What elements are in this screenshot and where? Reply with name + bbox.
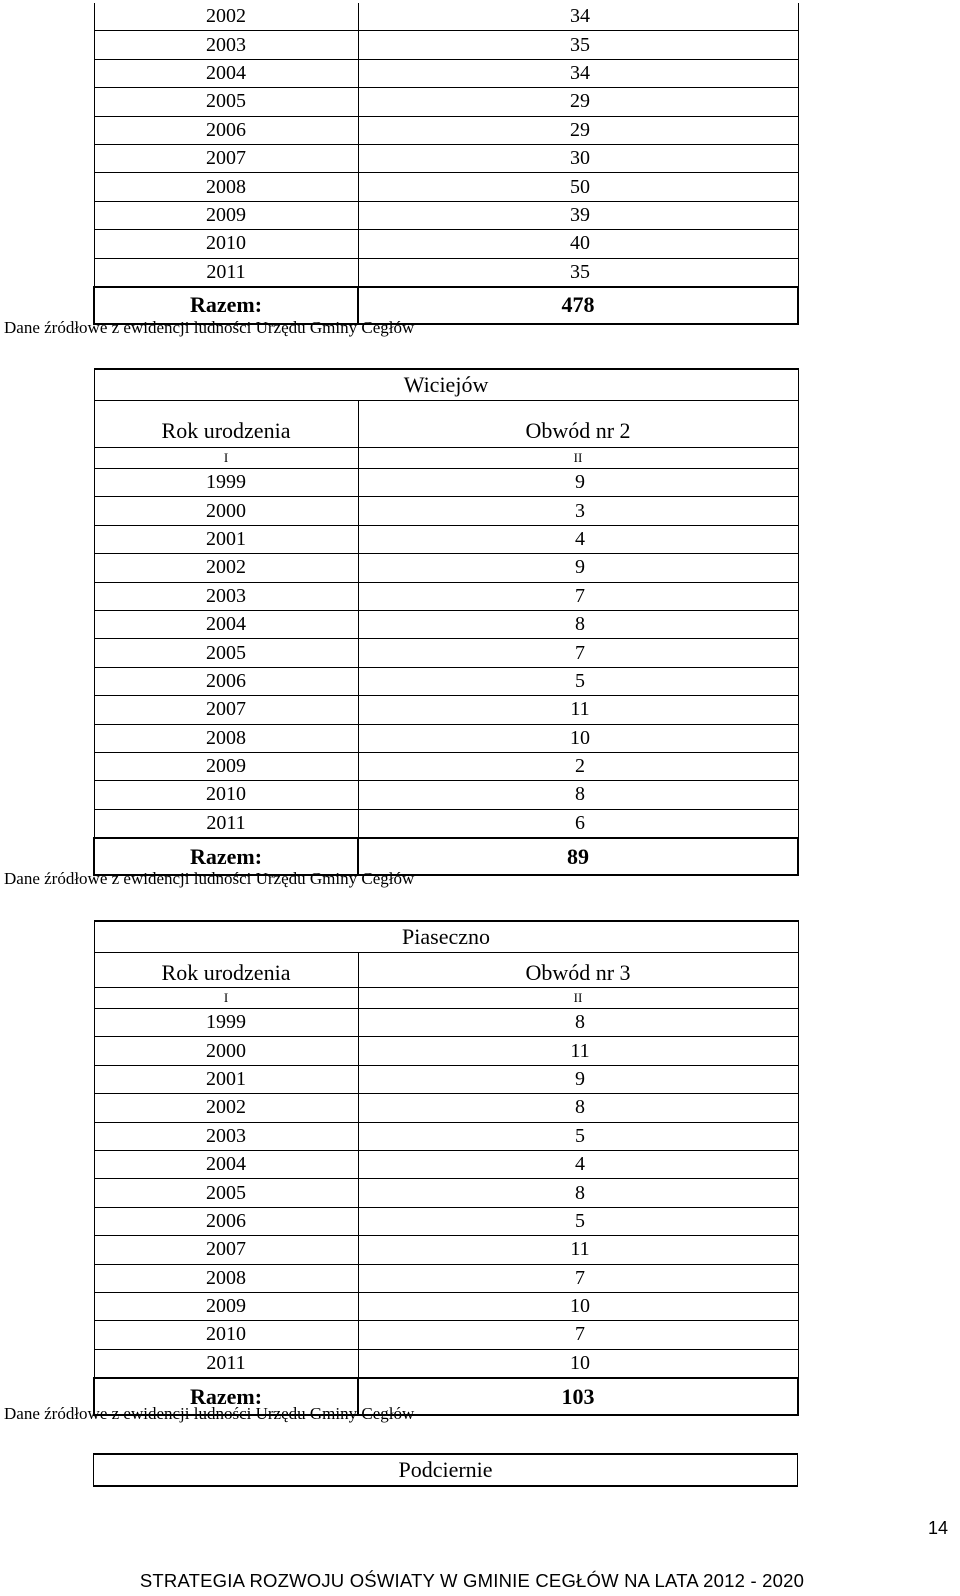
table-row [94, 610, 798, 638]
birth-year-cell: 2010 [94, 781, 358, 809]
count-cell: 10 [358, 1292, 798, 1320]
table-2-title: Wiciejów [94, 369, 798, 401]
table-1 [93, 3, 799, 325]
table-row [94, 258, 798, 287]
birth-year-cell: 2004 [94, 610, 358, 638]
page-number: 14 [927, 1518, 948, 1538]
count-cell: 30 [358, 144, 798, 172]
table-row [94, 1207, 798, 1235]
count-cell: 34 [358, 59, 798, 87]
birth-year-cell: 2003 [94, 1122, 358, 1150]
table-3 [93, 920, 799, 1416]
count-cell: 9 [358, 469, 798, 497]
col-header-district: Obwód nr 2 [358, 401, 798, 448]
table-row [94, 1292, 798, 1320]
birth-year-cell: 2003 [94, 582, 358, 610]
birth-year-cell: 2010 [94, 230, 358, 258]
table-4 [93, 1453, 798, 1487]
birth-year-cell: 2001 [94, 525, 358, 553]
total-value: 103 [358, 1378, 798, 1415]
table-row [94, 1264, 798, 1292]
count-cell: 11 [358, 696, 798, 724]
col-number-1: I [94, 448, 358, 469]
count-cell: 7 [358, 1264, 798, 1292]
count-cell: 35 [358, 258, 798, 287]
birth-year-cell: 2005 [94, 639, 358, 667]
birth-year-cell: 2008 [94, 173, 358, 201]
table-1-body [94, 3, 798, 287]
table-2-body [94, 469, 798, 839]
table-row [94, 809, 798, 838]
table-row [94, 1349, 798, 1378]
table-3-title-row [94, 921, 798, 953]
birth-year-cell: 2003 [94, 31, 358, 59]
table-4-title: Podciernie [94, 1454, 798, 1486]
table-row [94, 59, 798, 87]
count-cell: 7 [358, 639, 798, 667]
birth-year-cell: 2006 [94, 1207, 358, 1235]
table-row [94, 1009, 798, 1037]
table-row [94, 144, 798, 172]
birth-year-cell: 2008 [94, 724, 358, 752]
table-row [94, 1179, 798, 1207]
birth-year-cell: 2002 [94, 3, 358, 31]
page-footer: STRATEGIA ROZWOJU OŚWIATY W GMINIE CEGŁÓW NA LATA 2012 - 2020 [139, 1570, 805, 1591]
count-cell: 29 [358, 88, 798, 116]
count-cell: 7 [358, 1321, 798, 1349]
birth-year-cell: 2006 [94, 667, 358, 695]
birth-year-cell: 2010 [94, 1321, 358, 1349]
birth-year-cell: 1999 [94, 1009, 358, 1037]
total-value: 478 [358, 287, 798, 324]
table-row [94, 201, 798, 229]
col-header-year: Rok urodzenia [94, 401, 358, 448]
table-2 [93, 368, 799, 876]
table-4-title-row [94, 1454, 798, 1486]
table-2-title-row [94, 369, 798, 401]
total-label: Razem: [94, 287, 358, 324]
birth-year-cell: 2009 [94, 1292, 358, 1320]
birth-year-cell: 2000 [94, 497, 358, 525]
count-cell: 8 [358, 1094, 798, 1122]
birth-year-cell: 2002 [94, 1094, 358, 1122]
count-cell: 4 [358, 525, 798, 553]
count-cell: 9 [358, 1065, 798, 1093]
table-row [94, 1122, 798, 1150]
table-row [94, 752, 798, 780]
table-row [94, 3, 798, 31]
col-header-district: Obwód nr 3 [358, 953, 798, 988]
birth-year-cell: 2011 [94, 258, 358, 287]
count-cell: 39 [358, 201, 798, 229]
table-row [94, 497, 798, 525]
table-row [94, 116, 798, 144]
count-cell: 9 [358, 554, 798, 582]
count-cell: 6 [358, 809, 798, 838]
source-note-1: Dane źródłowe z ewidencji ludności Urzędu Gminy Cegłów [4, 318, 415, 337]
col-number-1: I [94, 988, 358, 1009]
table-3-roman-row [94, 988, 798, 1009]
count-cell: 4 [358, 1150, 798, 1178]
total-label: Razem: [94, 1378, 358, 1415]
count-cell: 5 [358, 1122, 798, 1150]
table-row [94, 31, 798, 59]
table-row [94, 1094, 798, 1122]
total-label: Razem: [94, 838, 358, 875]
birth-year-cell: 2005 [94, 88, 358, 116]
count-cell: 8 [358, 1179, 798, 1207]
birth-year-cell: 2007 [94, 144, 358, 172]
table-row [94, 696, 798, 724]
table-row [94, 667, 798, 695]
birth-year-cell: 1999 [94, 469, 358, 497]
col-number-2: II [358, 448, 798, 469]
birth-year-cell: 2009 [94, 752, 358, 780]
source-note-3: Dane źródłowe z ewidencji ludności Urzędu Gminy Cegłów [4, 1404, 415, 1423]
count-cell: 8 [358, 781, 798, 809]
birth-year-cell: 2000 [94, 1037, 358, 1065]
count-cell: 11 [358, 1236, 798, 1264]
count-cell: 29 [358, 116, 798, 144]
table-row [94, 173, 798, 201]
table-row [94, 469, 798, 497]
table-row [94, 781, 798, 809]
count-cell: 5 [358, 667, 798, 695]
count-cell: 11 [358, 1037, 798, 1065]
count-cell: 40 [358, 230, 798, 258]
table-row [94, 230, 798, 258]
table-row [94, 554, 798, 582]
table-row [94, 724, 798, 752]
table-row [94, 88, 798, 116]
birth-year-cell: 2004 [94, 1150, 358, 1178]
count-cell: 3 [358, 497, 798, 525]
count-cell: 35 [358, 31, 798, 59]
birth-year-cell: 2004 [94, 59, 358, 87]
count-cell: 10 [358, 724, 798, 752]
table-row [94, 1236, 798, 1264]
birth-year-cell: 2001 [94, 1065, 358, 1093]
source-note-2: Dane źródłowe z ewidencji ludności Urzędu Gminy Cegłów [4, 869, 415, 888]
col-number-2: II [358, 988, 798, 1009]
table-row [94, 639, 798, 667]
birth-year-cell: 2009 [94, 201, 358, 229]
birth-year-cell: 2011 [94, 1349, 358, 1378]
table-row [94, 582, 798, 610]
birth-year-cell: 2005 [94, 1179, 358, 1207]
birth-year-cell: 2007 [94, 1236, 358, 1264]
birth-year-cell: 2008 [94, 1264, 358, 1292]
table-row [94, 525, 798, 553]
count-cell: 2 [358, 752, 798, 780]
table-row [94, 1065, 798, 1093]
col-header-year: Rok urodzenia [94, 953, 358, 988]
birth-year-cell: 2002 [94, 554, 358, 582]
count-cell: 8 [358, 610, 798, 638]
total-value: 89 [358, 838, 798, 875]
count-cell: 5 [358, 1207, 798, 1235]
table-row [94, 1037, 798, 1065]
birth-year-cell: 2011 [94, 809, 358, 838]
table-row [94, 1321, 798, 1349]
table-2-roman-row [94, 448, 798, 469]
count-cell: 10 [358, 1349, 798, 1378]
birth-year-cell: 2007 [94, 696, 358, 724]
count-cell: 8 [358, 1009, 798, 1037]
table-row [94, 1150, 798, 1178]
table-3-title: Piaseczno [94, 921, 798, 953]
table-2-header-row [94, 401, 798, 448]
count-cell: 34 [358, 3, 798, 31]
count-cell: 7 [358, 582, 798, 610]
birth-year-cell: 2006 [94, 116, 358, 144]
count-cell: 50 [358, 173, 798, 201]
table-3-header-row [94, 953, 798, 988]
table-3-body [94, 1009, 798, 1379]
